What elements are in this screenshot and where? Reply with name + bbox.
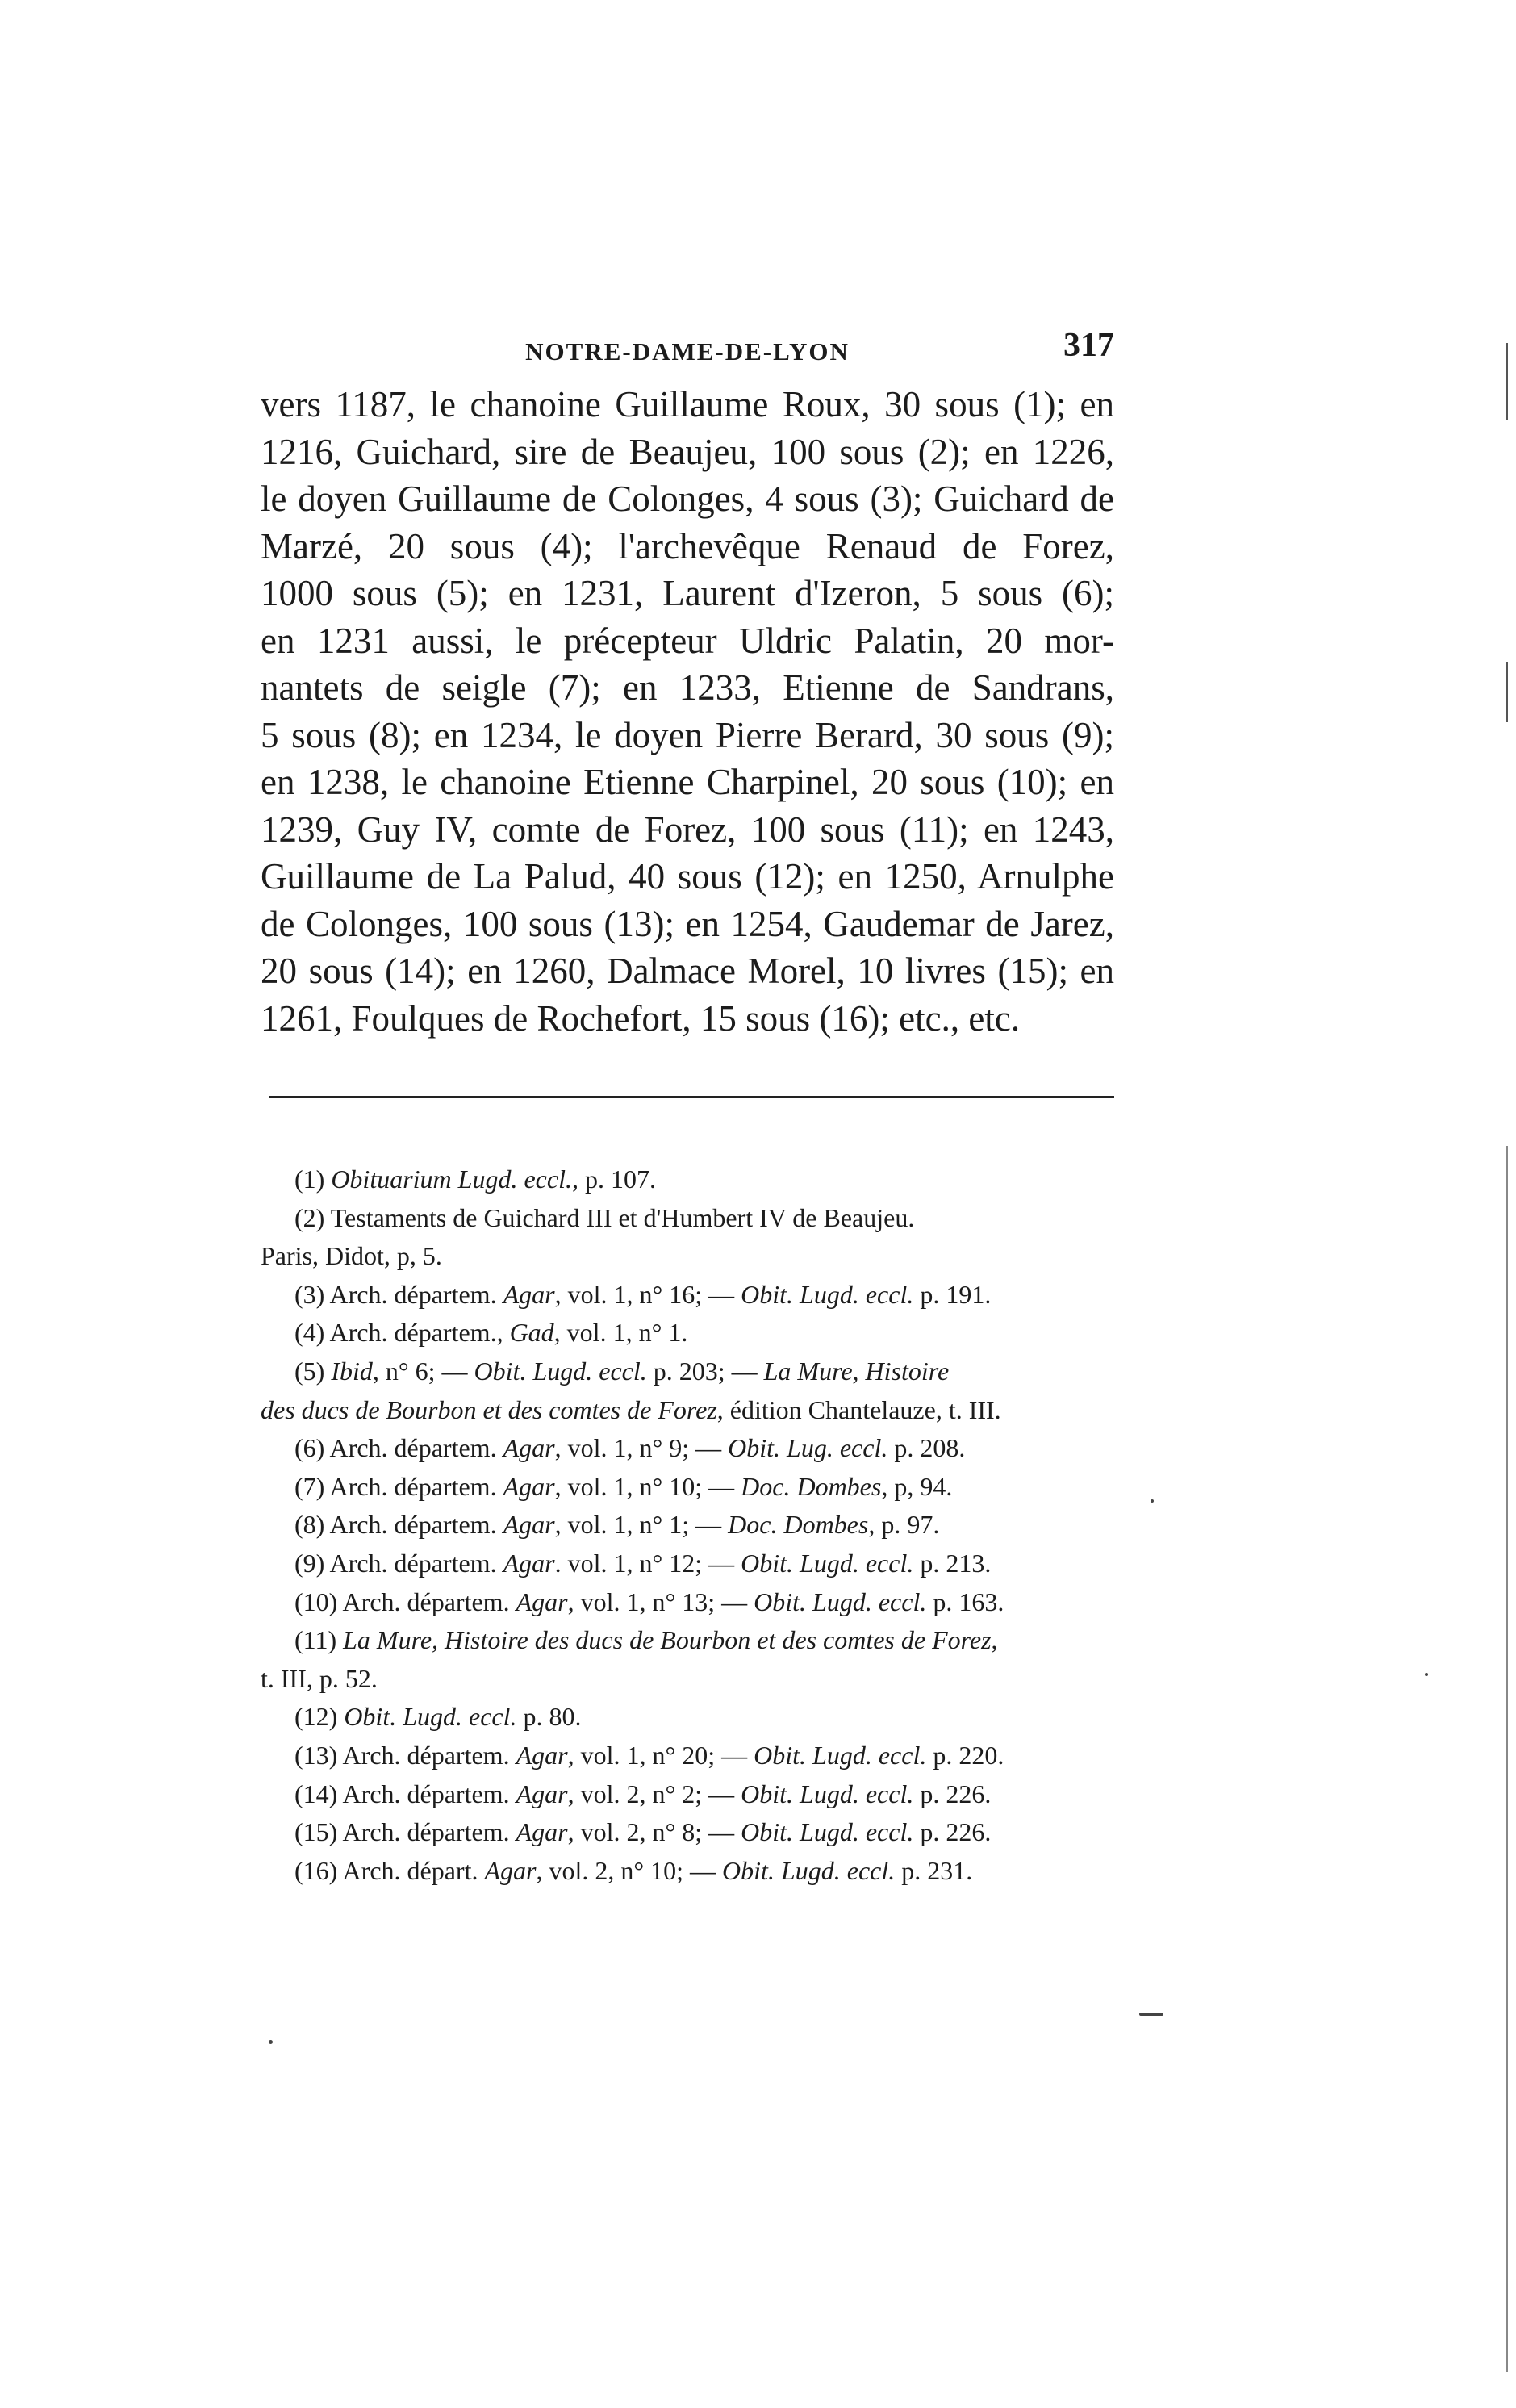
footnote-citation-italic: Obit. Lugd. eccl.: [754, 1740, 927, 1770]
footnote-text: , vol. 1, n° 16; —: [554, 1279, 741, 1309]
footnote-line: [261, 1160, 1116, 1199]
footnote-text: , vol. 2, n° 8; —: [567, 1817, 741, 1847]
footnote-text: , édition Chantelauze, t. III.: [716, 1394, 1001, 1424]
body-line: de Colonges, 100 sous (13); en 1254, Gaudemar de Jarez,: [261, 903, 1114, 944]
footnote-number: (1): [294, 1164, 325, 1194]
footnote-citation-italic: Obit. Lugd. eccl.: [474, 1356, 647, 1386]
footnote-text: , vol. 1, n° 20; —: [567, 1740, 754, 1770]
footnote-text: Arch. départem.: [342, 1740, 516, 1770]
footnote-number: (3): [294, 1279, 325, 1309]
footnote-line: [261, 1775, 1116, 1814]
footnote-text: . vol. 1, n° 12; —: [554, 1548, 741, 1578]
body-line: 1000 sous (5); en 1231, Laurent d'Izeron, 5 sous (6);: [261, 573, 1114, 613]
scan-edge-mark: [1506, 343, 1508, 420]
footnote-text: , vol. 2, n° 2; —: [567, 1779, 741, 1808]
footnote-line: [261, 1199, 1116, 1238]
footnote-citation-italic: Agar: [516, 1740, 568, 1770]
scan-speck: [1139, 2013, 1163, 2016]
footnote-citation-italic: Ibid: [331, 1356, 373, 1386]
footnote-citation-italic: Doc. Dombes: [741, 1471, 882, 1501]
page-number: 317: [1063, 327, 1114, 364]
body-line: en 1231 aussi, le précepteur Uldric Palatin, 20 mor-: [261, 620, 1114, 661]
footnote-number: (13): [294, 1740, 338, 1770]
footnote-number: (7): [294, 1471, 325, 1501]
footnote-citation-italic: Agar: [503, 1433, 555, 1463]
footnote-number: (4): [294, 1318, 325, 1348]
footnote-text: p. 213.: [913, 1548, 992, 1578]
footnote-number: (2): [294, 1202, 325, 1232]
footnote-separator-rule: [269, 1096, 1114, 1098]
footnote-line: [261, 1852, 1116, 1891]
footnote-line: [261, 1737, 1116, 1775]
footnote-text: p. 191.: [913, 1279, 992, 1309]
footnote-citation-italic: Obit. Lug. eccl.: [728, 1433, 888, 1463]
scan-speck: [1425, 1673, 1428, 1676]
scan-edge-mark: [1506, 1146, 1508, 2372]
footnote-line: [261, 1621, 1116, 1660]
footnote-text: Arch. départ.: [342, 1855, 485, 1885]
footnote-line: [261, 1545, 1116, 1583]
footnote-text: , vol. 1, n° 9; —: [554, 1433, 729, 1463]
body-line: vers 1187, le chanoine Guillaume Roux, 30 sous (1); en: [261, 384, 1114, 424]
body-line: 1216, Guichard, sire de Beaujeu, 100 sous (2); en 1226,: [261, 431, 1114, 472]
footnote-text: , n° 6; —: [372, 1356, 474, 1386]
footnote-line: [261, 1429, 1116, 1468]
footnote-text: p. 80.: [516, 1702, 582, 1732]
scan-speck: [1151, 1499, 1154, 1503]
footnote-line: [261, 1391, 1116, 1430]
footnote-citation-italic: Obit. Lugd. eccl.: [741, 1548, 914, 1578]
footnote-text: p. 226.: [913, 1817, 992, 1847]
footnote-citation-italic: Doc. Dombes: [728, 1510, 869, 1540]
body-line: 1239, Guy IV, comte de Forez, 100 sous (11); en 1243,: [261, 809, 1114, 850]
footnote-citation-italic: Agar: [516, 1817, 568, 1847]
footnote-citation-italic: Agar: [503, 1279, 555, 1309]
footnote-text: , vol. 1, n° 1.: [553, 1318, 688, 1348]
footnote-line: [261, 1352, 1116, 1391]
footnote-text: Arch. départem.: [329, 1433, 503, 1463]
footnote-text: , vol. 1, n° 13; —: [567, 1587, 754, 1616]
footnotes: [261, 1160, 1116, 1890]
footnote-text: p. 163.: [926, 1587, 1004, 1616]
footnote-citation-italic: La Mure, Histoire des ducs de Bourbon et des comtes de Forez: [343, 1625, 992, 1655]
body-line: Marzé, 20 sous (4); l'archevêque Renaud de Forez,: [261, 525, 1114, 566]
footnote-text: Paris, Didot, p, 5.: [261, 1241, 442, 1271]
page-header: [261, 326, 1114, 374]
footnote-text: Arch. départem.: [329, 1548, 503, 1578]
footnote-citation-italic: Obit. Lugd. eccl.: [741, 1817, 914, 1847]
footnote-text: p. 208.: [887, 1433, 966, 1463]
footnote-citation-italic: Obit. Lugd. eccl.: [754, 1587, 927, 1616]
footnote-number: (12): [294, 1702, 338, 1732]
footnote-line: [261, 1506, 1116, 1545]
scan-edge-mark: [1506, 662, 1508, 722]
body-line: 1261, Foulques de Rochefort, 15 sous (16); etc., etc.: [261, 997, 1021, 1039]
body-line: en 1238, le chanoine Etienne Charpinel, 20 sous (10); en: [261, 762, 1114, 802]
footnote-number: (14): [294, 1779, 338, 1808]
footnote-text: , vol. 1, n° 1; —: [554, 1510, 729, 1540]
footnote-citation-italic: des ducs de Bourbon et des comtes de Forez: [261, 1394, 717, 1424]
body-line: nantets de seigle (7); en 1233, Etienne de Sandrans,: [261, 667, 1114, 708]
footnote-citation-italic: Gad: [509, 1318, 554, 1348]
footnote-text: , p. 107.: [571, 1164, 656, 1194]
footnote-line: [261, 1468, 1116, 1507]
footnote-citation-italic: Obit. Lugd. eccl.: [741, 1779, 914, 1808]
footnote-citation-italic: Agar: [516, 1779, 568, 1808]
footnote-citation-italic: La Mure, Histoire: [763, 1356, 950, 1386]
footnote-text: Arch. départem.,: [329, 1318, 510, 1348]
footnote-line: [261, 1314, 1116, 1352]
body-line: Guillaume de La Palud, 40 sous (12); en 1250, Arnulphe: [261, 856, 1114, 897]
footnote-text: Arch. départem.: [342, 1587, 516, 1616]
footnote-text: p. 220.: [926, 1740, 1004, 1770]
footnote-text: p. 231.: [895, 1855, 973, 1885]
footnote-citation-italic: Agar: [484, 1855, 537, 1885]
footnote-text: Arch. départem.: [342, 1817, 516, 1847]
footnote-number: (6): [294, 1433, 325, 1463]
footnote-text: p. 203; —: [646, 1356, 764, 1386]
footnote-citation-italic: Obituarium Lugd. eccl.: [331, 1164, 572, 1194]
footnote-line: [261, 1276, 1116, 1315]
footnote-text: , p, 94.: [881, 1471, 953, 1501]
running-head: NOTRE-DAME-DE-LYON: [525, 337, 850, 366]
footnote-line: [261, 1237, 1116, 1276]
footnote-number: (11): [294, 1625, 337, 1655]
footnote-text: ,: [991, 1625, 998, 1655]
footnote-text: , vol. 1, n° 10; —: [554, 1471, 741, 1501]
footnote-citation-italic: Agar: [516, 1587, 568, 1616]
footnote-citation-italic: Agar: [503, 1510, 555, 1540]
footnote-citation-italic: Agar: [503, 1471, 555, 1501]
body-line: le doyen Guillaume de Colonges, 4 sous (3); Guichard de: [261, 479, 1114, 519]
footnote-text: Arch. départem.: [329, 1279, 503, 1309]
footnote-text: t. III, p. 52.: [261, 1663, 378, 1693]
footnote-text: Testaments de Guichard III et d'Humbert IV de Beaujeu.: [330, 1202, 915, 1232]
footnote-text: , vol. 2, n° 10; —: [536, 1855, 723, 1885]
body-line: 5 sous (8); en 1234, le doyen Pierre Berard, 30 sous (9);: [261, 714, 1114, 755]
footnote-number: (8): [294, 1510, 325, 1540]
footnote-number: (9): [294, 1548, 325, 1578]
footnote-text: , p. 97.: [868, 1510, 940, 1540]
footnote-number: (5): [294, 1356, 325, 1386]
footnote-text: Arch. départem.: [329, 1471, 503, 1501]
footnote-text: p. 226.: [913, 1779, 992, 1808]
footnote-number: (15): [294, 1817, 338, 1847]
footnote-line: [261, 1813, 1116, 1852]
footnote-line: [261, 1660, 1116, 1699]
footnote-citation-italic: Obit. Lugd. eccl.: [741, 1279, 914, 1309]
body-paragraph: [261, 381, 1114, 1042]
scan-speck: [269, 2040, 273, 2044]
footnote-line: [261, 1583, 1116, 1622]
footnote-citation-italic: Obit. Lugd. eccl.: [722, 1855, 896, 1885]
footnote-line: [261, 1698, 1116, 1737]
footnote-citation-italic: Obit. Lugd. eccl.: [344, 1702, 517, 1732]
footnote-number: (10): [294, 1587, 338, 1616]
body-line: 20 sous (14); en 1260, Dalmace Morel, 10 livres (15); en: [261, 951, 1114, 991]
footnote-number: (16): [294, 1855, 338, 1885]
footnote-citation-italic: Agar: [503, 1548, 555, 1578]
footnote-text: Arch. départem.: [329, 1510, 503, 1540]
footnote-text: Arch. départem.: [342, 1779, 516, 1808]
